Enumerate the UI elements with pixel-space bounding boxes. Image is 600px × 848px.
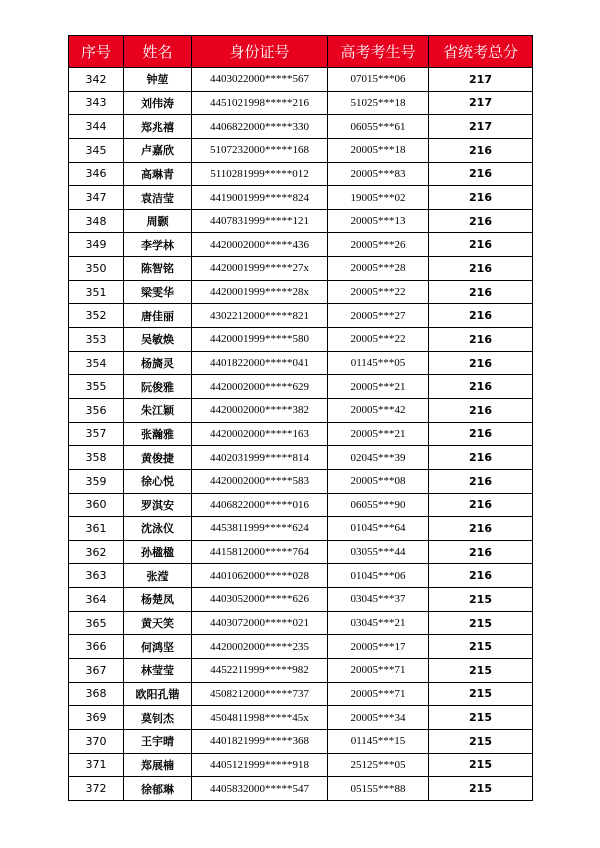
cell-id-card: 4420002000*****163 xyxy=(192,422,328,446)
table-row xyxy=(69,564,533,588)
table-row xyxy=(69,257,533,281)
cell-exam-no: 07015***06 xyxy=(328,68,429,92)
header-row xyxy=(69,36,533,68)
cell-no: 343 xyxy=(69,91,124,115)
cell-no: 361 xyxy=(69,517,124,541)
table-row xyxy=(69,706,533,730)
header-no: 序号 xyxy=(69,36,124,68)
cell-id-card: 4402031999*****814 xyxy=(192,446,328,470)
cell-no: 354 xyxy=(69,351,124,375)
cell-name: 卢嘉欣 xyxy=(124,138,192,162)
cell-exam-no: 06055***61 xyxy=(328,115,429,139)
cell-name: 阮俊雅 xyxy=(124,375,192,399)
cell-id-card: 4420001999*****580 xyxy=(192,328,328,352)
cell-exam-no: 01145***05 xyxy=(328,351,429,375)
cell-score: 216 xyxy=(429,257,533,281)
table-row xyxy=(69,659,533,683)
cell-exam-no: 20005***13 xyxy=(328,209,429,233)
cell-exam-no: 03055***44 xyxy=(328,540,429,564)
cell-exam-no: 20005***21 xyxy=(328,375,429,399)
score-table xyxy=(68,35,533,801)
cell-score: 215 xyxy=(429,682,533,706)
cell-exam-no: 20005***42 xyxy=(328,398,429,422)
table-row xyxy=(69,162,533,186)
cell-name: 孙楹楹 xyxy=(124,540,192,564)
cell-name: 周颢 xyxy=(124,209,192,233)
cell-score: 216 xyxy=(429,280,533,304)
table-row xyxy=(69,280,533,304)
cell-id-card: 4407831999*****121 xyxy=(192,209,328,233)
cell-name: 钟堃 xyxy=(124,68,192,92)
cell-exam-no: 20005***26 xyxy=(328,233,429,257)
cell-id-card: 4420002000*****436 xyxy=(192,233,328,257)
table-row xyxy=(69,469,533,493)
cell-name: 欧阳孔锴 xyxy=(124,682,192,706)
cell-name: 郑兆禧 xyxy=(124,115,192,139)
table-row xyxy=(69,328,533,352)
table-row xyxy=(69,777,533,801)
cell-id-card: 4452211999*****982 xyxy=(192,659,328,683)
cell-no: 357 xyxy=(69,422,124,446)
table-row xyxy=(69,304,533,328)
cell-no: 364 xyxy=(69,588,124,612)
cell-score: 216 xyxy=(429,469,533,493)
cell-name: 黄俊捷 xyxy=(124,446,192,470)
table-row xyxy=(69,115,533,139)
cell-id-card: 4420001999*****28x xyxy=(192,280,328,304)
cell-id-card: 4403022000*****567 xyxy=(192,68,328,92)
cell-score: 215 xyxy=(429,753,533,777)
cell-name: 杨旖灵 xyxy=(124,351,192,375)
cell-no: 344 xyxy=(69,115,124,139)
table-row xyxy=(69,517,533,541)
cell-score: 216 xyxy=(429,398,533,422)
cell-no: 348 xyxy=(69,209,124,233)
cell-no: 351 xyxy=(69,280,124,304)
cell-exam-no: 01045***06 xyxy=(328,564,429,588)
header-id-card: 身份证号 xyxy=(192,36,328,68)
cell-score: 217 xyxy=(429,115,533,139)
cell-score: 215 xyxy=(429,611,533,635)
cell-no: 358 xyxy=(69,446,124,470)
table-row xyxy=(69,446,533,470)
cell-no: 363 xyxy=(69,564,124,588)
cell-exam-no: 01045***64 xyxy=(328,517,429,541)
cell-name: 黄天笑 xyxy=(124,611,192,635)
cell-id-card: 4453811999*****624 xyxy=(192,517,328,541)
cell-no: 367 xyxy=(69,659,124,683)
cell-name: 朱江颖 xyxy=(124,398,192,422)
cell-no: 360 xyxy=(69,493,124,517)
cell-no: 371 xyxy=(69,753,124,777)
table-row xyxy=(69,753,533,777)
cell-exam-no: 20005***17 xyxy=(328,635,429,659)
cell-score: 216 xyxy=(429,446,533,470)
cell-exam-no: 02045***39 xyxy=(328,446,429,470)
cell-exam-no: 20005***83 xyxy=(328,162,429,186)
table-row xyxy=(69,138,533,162)
table-row xyxy=(69,493,533,517)
table-row xyxy=(69,611,533,635)
cell-exam-no: 51025***18 xyxy=(328,91,429,115)
cell-exam-no: 20005***22 xyxy=(328,280,429,304)
cell-score: 216 xyxy=(429,540,533,564)
cell-exam-no: 01145***15 xyxy=(328,729,429,753)
cell-exam-no: 20005***08 xyxy=(328,469,429,493)
cell-score: 215 xyxy=(429,659,533,683)
cell-no: 350 xyxy=(69,257,124,281)
cell-exam-no: 06055***90 xyxy=(328,493,429,517)
cell-id-card: 4401822000*****041 xyxy=(192,351,328,375)
table-body xyxy=(69,68,533,801)
cell-no: 369 xyxy=(69,706,124,730)
cell-id-card: 4405121999*****918 xyxy=(192,753,328,777)
cell-score: 216 xyxy=(429,304,533,328)
table-row xyxy=(69,682,533,706)
cell-id-card: 4420002000*****583 xyxy=(192,469,328,493)
cell-exam-no: 19005***02 xyxy=(328,186,429,210)
cell-exam-no: 05155***88 xyxy=(328,777,429,801)
cell-score: 216 xyxy=(429,493,533,517)
cell-name: 徐心悦 xyxy=(124,469,192,493)
cell-name: 高琳青 xyxy=(124,162,192,186)
cell-no: 347 xyxy=(69,186,124,210)
cell-score: 216 xyxy=(429,517,533,541)
cell-exam-no: 20005***71 xyxy=(328,682,429,706)
cell-score: 216 xyxy=(429,351,533,375)
table-row xyxy=(69,422,533,446)
cell-id-card: 4420001999*****27x xyxy=(192,257,328,281)
cell-no: 355 xyxy=(69,375,124,399)
cell-score: 216 xyxy=(429,328,533,352)
cell-exam-no: 20005***27 xyxy=(328,304,429,328)
cell-id-card: 4419001999*****824 xyxy=(192,186,328,210)
table-row xyxy=(69,375,533,399)
cell-score: 216 xyxy=(429,186,533,210)
table-row xyxy=(69,635,533,659)
table-row xyxy=(69,186,533,210)
cell-exam-no: 20005***28 xyxy=(328,257,429,281)
cell-id-card: 4451021998*****216 xyxy=(192,91,328,115)
cell-id-card: 4508212000*****737 xyxy=(192,682,328,706)
cell-exam-no: 20005***21 xyxy=(328,422,429,446)
cell-no: 372 xyxy=(69,777,124,801)
cell-exam-no: 20005***22 xyxy=(328,328,429,352)
cell-id-card: 4420002000*****382 xyxy=(192,398,328,422)
header-name: 姓名 xyxy=(124,36,192,68)
cell-no: 342 xyxy=(69,68,124,92)
table-row xyxy=(69,209,533,233)
cell-exam-no: 20005***18 xyxy=(328,138,429,162)
table-row xyxy=(69,398,533,422)
cell-score: 215 xyxy=(429,729,533,753)
table-row xyxy=(69,351,533,375)
cell-exam-no: 20005***71 xyxy=(328,659,429,683)
cell-id-card: 4420002000*****629 xyxy=(192,375,328,399)
cell-id-card: 5107232000*****168 xyxy=(192,138,328,162)
cell-score: 216 xyxy=(429,138,533,162)
table-row xyxy=(69,233,533,257)
table-row xyxy=(69,588,533,612)
cell-name: 张瀚雅 xyxy=(124,422,192,446)
cell-exam-no: 03045***37 xyxy=(328,588,429,612)
cell-no: 346 xyxy=(69,162,124,186)
cell-name: 何鸿坚 xyxy=(124,635,192,659)
cell-id-card: 4405832000*****547 xyxy=(192,777,328,801)
cell-id-card: 4401821999*****368 xyxy=(192,729,328,753)
cell-no: 345 xyxy=(69,138,124,162)
cell-no: 370 xyxy=(69,729,124,753)
cell-no: 359 xyxy=(69,469,124,493)
cell-name: 梁雯华 xyxy=(124,280,192,304)
cell-no: 362 xyxy=(69,540,124,564)
cell-id-card: 4406822000*****330 xyxy=(192,115,328,139)
cell-name: 陈智铭 xyxy=(124,257,192,281)
cell-score: 216 xyxy=(429,375,533,399)
cell-score: 216 xyxy=(429,162,533,186)
cell-score: 216 xyxy=(429,209,533,233)
cell-no: 365 xyxy=(69,611,124,635)
cell-name: 徐郁琳 xyxy=(124,777,192,801)
cell-score: 216 xyxy=(429,233,533,257)
cell-exam-no: 25125***05 xyxy=(328,753,429,777)
cell-name: 王宇晴 xyxy=(124,729,192,753)
cell-name: 林莹莹 xyxy=(124,659,192,683)
cell-id-card: 4401062000*****028 xyxy=(192,564,328,588)
cell-id-card: 4406822000*****016 xyxy=(192,493,328,517)
cell-id-card: 4504811998*****45x xyxy=(192,706,328,730)
cell-name: 张滢 xyxy=(124,564,192,588)
cell-score: 215 xyxy=(429,706,533,730)
table-row xyxy=(69,540,533,564)
table-row xyxy=(69,68,533,92)
table-row xyxy=(69,91,533,115)
table-row xyxy=(69,729,533,753)
cell-name: 沈泳仪 xyxy=(124,517,192,541)
cell-score: 215 xyxy=(429,635,533,659)
cell-id-card: 5110281999*****012 xyxy=(192,162,328,186)
cell-score: 216 xyxy=(429,422,533,446)
cell-no: 366 xyxy=(69,635,124,659)
cell-name: 郑展楠 xyxy=(124,753,192,777)
cell-no: 352 xyxy=(69,304,124,328)
cell-no: 368 xyxy=(69,682,124,706)
header-exam-no: 高考考生号 xyxy=(328,36,429,68)
cell-id-card: 4403052000*****626 xyxy=(192,588,328,612)
cell-score: 217 xyxy=(429,91,533,115)
cell-score: 215 xyxy=(429,777,533,801)
cell-no: 353 xyxy=(69,328,124,352)
cell-name: 杨楚凤 xyxy=(124,588,192,612)
cell-score: 216 xyxy=(429,564,533,588)
cell-exam-no: 03045***21 xyxy=(328,611,429,635)
cell-id-card: 4415812000*****764 xyxy=(192,540,328,564)
cell-id-card: 4420002000*****235 xyxy=(192,635,328,659)
cell-no: 356 xyxy=(69,398,124,422)
cell-score: 215 xyxy=(429,588,533,612)
cell-exam-no: 20005***34 xyxy=(328,706,429,730)
cell-name: 刘伟涛 xyxy=(124,91,192,115)
cell-id-card: 4302212000*****821 xyxy=(192,304,328,328)
cell-name: 唐佳丽 xyxy=(124,304,192,328)
cell-id-card: 4403072000*****021 xyxy=(192,611,328,635)
cell-score: 217 xyxy=(429,68,533,92)
cell-name: 李学林 xyxy=(124,233,192,257)
cell-name: 吴敏焕 xyxy=(124,328,192,352)
cell-name: 罗淇安 xyxy=(124,493,192,517)
cell-name: 莫钊杰 xyxy=(124,706,192,730)
cell-name: 袁洁莹 xyxy=(124,186,192,210)
cell-no: 349 xyxy=(69,233,124,257)
header-score: 省统考总分 xyxy=(429,36,533,68)
